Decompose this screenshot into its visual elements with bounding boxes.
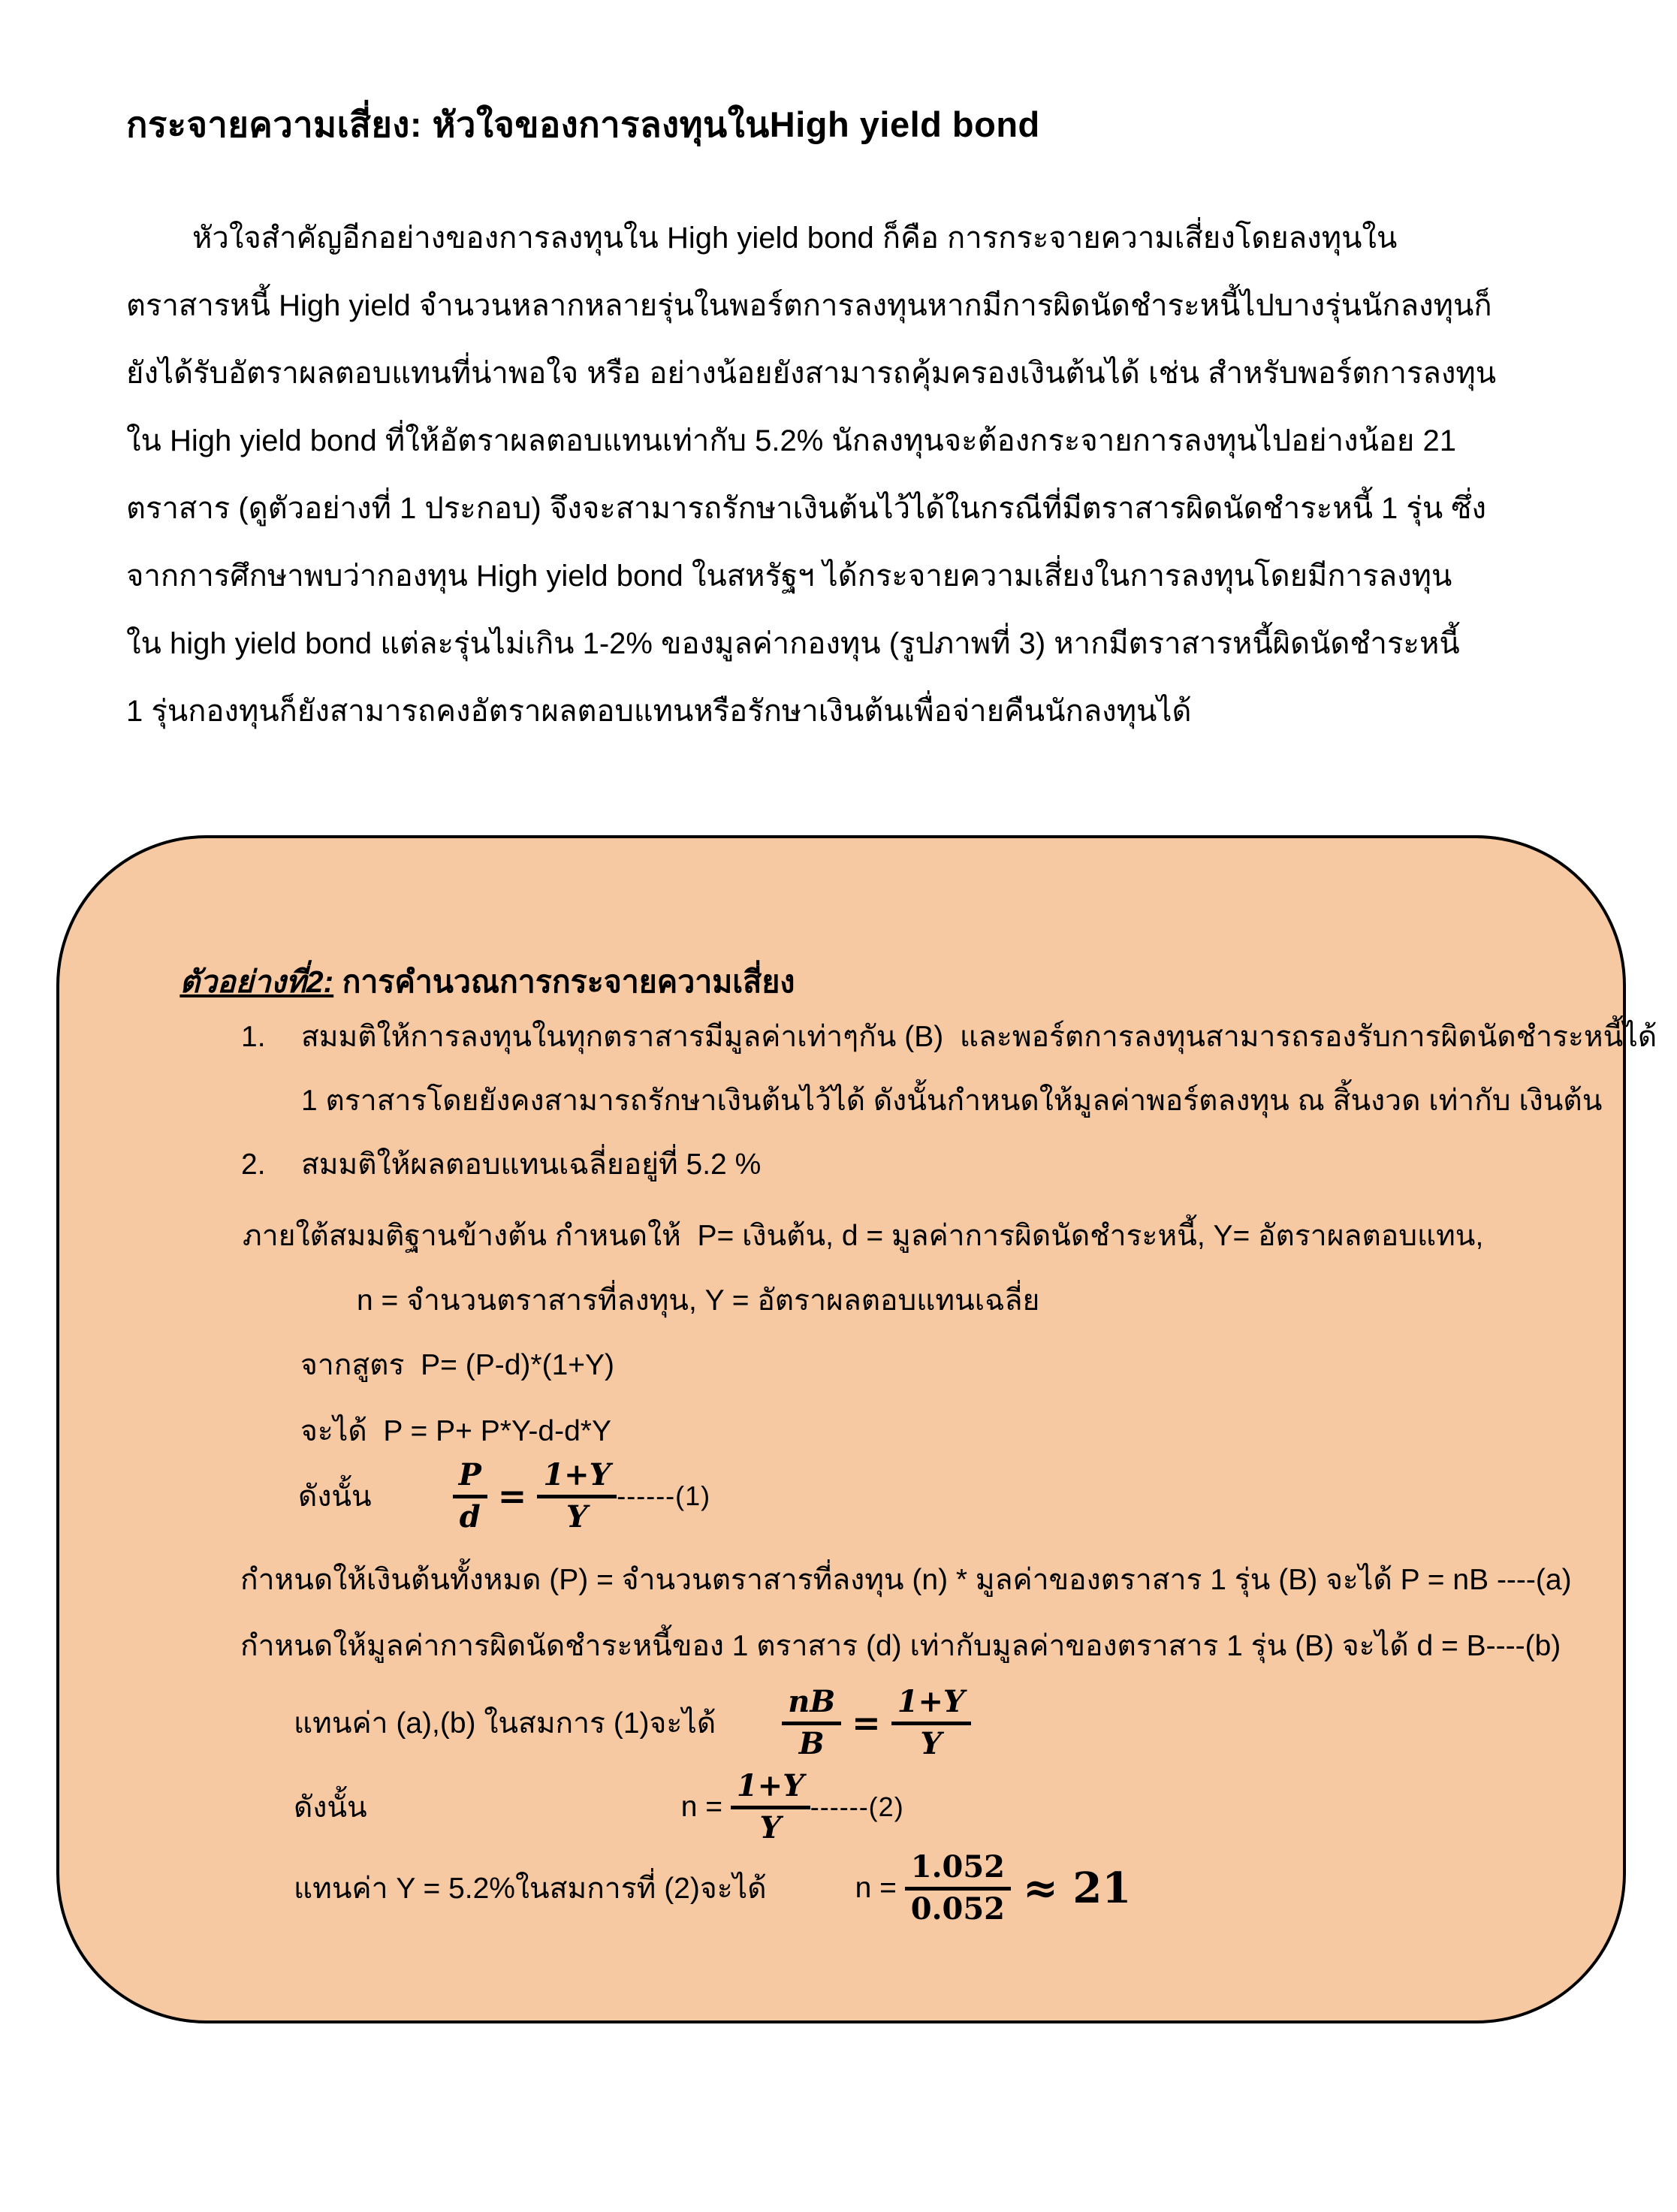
fraction-1plusY-over-Y: [731, 1770, 810, 1845]
fraction-denominator: 0.052: [910, 1891, 1006, 1927]
example-heading-title: การคำนวณการกระจายความเสี่ยง: [333, 964, 795, 999]
paragraph-line: ตราสาร (ดูตัวอย่างที่ 1 ประกอบ) จึงจะสามารถรักษาเงินต้นไว้ได้ในกรณีที่มีตราสารผิดนัดชำระหนี้ 1 รุ่น ซึ่ง: [126, 492, 1487, 525]
fraction-1plusY-over-Y: [537, 1459, 617, 1535]
fraction-numerator: 1+Y: [731, 1770, 810, 1809]
final-substitute-label: แทนค่า Y = 5.2%ในสมการที่ (2)จะได้: [294, 1873, 767, 1906]
equation-2-row: [294, 1770, 904, 1845]
substitute-label: แทนค่า (a),(b) ในสมการ (1)จะได้: [294, 1707, 716, 1740]
fraction-1.052-over-0.052: [905, 1851, 1011, 1927]
fraction-numerator: 1+Y: [891, 1685, 971, 1725]
therefore-label: ดังนั้น: [298, 1480, 372, 1513]
page-title: กระจายความเสี่ยง: หัวใจของการลงทุนในHigh yield bond: [126, 104, 1040, 144]
paragraph-line: ตราสารหนี้ High yield จำนวนหลากหลายรุ่นในพอร์ตการลงทุนหากมีการผิดนัดชำระหนี้ไปบางรุ่นนักลงทุนก็: [126, 289, 1492, 322]
list-item-line: สมมติให้การลงทุนในทุกตราสารมีมูลค่าเท่าๆกัน (B) และพอร์ตการลงทุนสามารถรองรับการผิดนัดชำระหนี้ได้: [301, 1021, 1657, 1053]
paragraph-line: หัวใจสำคัญอีกอย่างของการลงทุนใน High yield bond ก็คือ การกระจายความเสี่ยงโดยลงทุนใน: [192, 222, 1398, 255]
paragraph-line: ใน High yield bond ที่ให้อัตราผลตอบแทนเท่ากับ 5.2% นักลงทุนจะต้องกระจายการลงทุนไปอย่างน้อย 21: [126, 424, 1456, 457]
list-item-line: สมมติให้ผลตอบแทนเฉลี่ยอยู่ที่ 5.2 %: [301, 1148, 762, 1181]
body-paragraph: [126, 204, 1555, 745]
equation-1-tag: ------(1): [617, 1480, 711, 1512]
fraction-denominator: Y: [920, 1725, 942, 1761]
fraction-numerator: 1+Y: [537, 1459, 617, 1498]
substitution-row: [294, 1685, 971, 1761]
equation-1-row: [298, 1459, 710, 1535]
paragraph-line: ยังได้รับอัตราผลตอบแทนที่น่าพอใจ หรือ อย่างน้อยยังสามารถคุ้มครองเงินต้นได้ เช่น สำหรับพอร์ตการลงทุน: [126, 357, 1497, 390]
equals-sign: =: [497, 1476, 527, 1517]
paragraph-line: ใน high yield bond แต่ละรุ่นไม่เกิน 1-2% ของมูลค่ากองทุน (รูปภาพที่ 3) หากมีตราสารหนี้ผิดนัดชำระหนี้: [126, 627, 1460, 660]
fraction-p-over-d: [453, 1459, 487, 1535]
fraction-denominator: B: [798, 1725, 825, 1761]
formula-from-line: จากสูตร P= (P-d)*(1+Y): [300, 1349, 615, 1381]
fraction-numerator: P: [453, 1459, 487, 1498]
fraction-denominator: Y: [566, 1498, 588, 1535]
fraction-denominator: d: [459, 1498, 481, 1535]
list-item-text: [301, 1133, 1630, 1197]
final-substitution-row: [294, 1851, 1131, 1927]
approx-result: ≈ 21: [1023, 1863, 1132, 1914]
fraction-denominator: Y: [759, 1809, 782, 1845]
paragraph-line: 1 รุ่นกองทุนก็ยังสามารถคงอัตราผลตอบแทนหรือรักษาเงินต้นเพื่อจ่ายคืนนักลงทุนได้: [126, 695, 1192, 728]
fraction-nB-over-B: [782, 1685, 841, 1761]
list-item: [241, 1005, 1657, 1133]
n-equals-prefix: n =: [855, 1872, 905, 1905]
fraction-1plusY-over-Y: [891, 1685, 971, 1761]
fraction-numerator: nB: [782, 1685, 841, 1725]
assumption-definitions-line: ภายใต้สมมติฐานข้างต้น กำหนดให้ P= เงินต้น, d = มูลค่าการผิดนัดชำระหนี้, Y= อัตราผลตอบแทน,: [243, 1220, 1484, 1252]
list-item-number: 2.: [241, 1148, 266, 1181]
n-equals-prefix: n =: [680, 1791, 731, 1824]
equation-2-tag: ------(2): [810, 1791, 904, 1823]
assumption-list: [241, 1005, 1657, 1197]
define-default-line: กำหนดให้มูลค่าการผิดนัดชำระหนี้ของ 1 ตราสาร (d) เท่ากับมูลค่าของตราสาร 1 รุ่น (B) จะได้ d = B----(b): [240, 1630, 1561, 1662]
list-item-line: 1 ตราสารโดยยังคงสามารถรักษาเงินต้นไว้ได้ ดังนั้นกำหนดให้มูลค่าพอร์ตลงทุน ณ สิ้นงวด เท่ากับ เงินต้น: [301, 1085, 1603, 1117]
list-item-text: [301, 1005, 1657, 1133]
list-item-number: 1.: [241, 1021, 266, 1053]
list-item: [241, 1133, 1630, 1197]
equals-sign: =: [852, 1703, 881, 1744]
fraction-numerator: 1.052: [905, 1851, 1011, 1891]
define-principal-line: กำหนดให้เงินต้นทั้งหมด (P) = จำนวนตราสารที่ลงทุน (n) * มูลค่าของตราสาร 1 รุ่น (B) จะได้ P = nB ----(a): [240, 1564, 1572, 1596]
example-heading-label: ตัวอย่างที่2:: [179, 964, 334, 999]
example-2-box: [56, 835, 1657, 2023]
paragraph-line: จากการศึกษาพบว่ากองทุน High yield bond ในสหรัฐฯ ได้กระจายความเสี่ยงในการลงทุนโดยมีการลงทุน: [126, 560, 1452, 593]
formula-result-line: จะได้ P = P+ P*Y-d-d*Y: [300, 1415, 611, 1447]
therefore-label: ดังนั้น: [294, 1791, 367, 1824]
assumption-definitions-line2: n = จำนวนตราสารที่ลงทุน, Y = อัตราผลตอบแทนเฉลี่ย: [357, 1284, 1040, 1317]
